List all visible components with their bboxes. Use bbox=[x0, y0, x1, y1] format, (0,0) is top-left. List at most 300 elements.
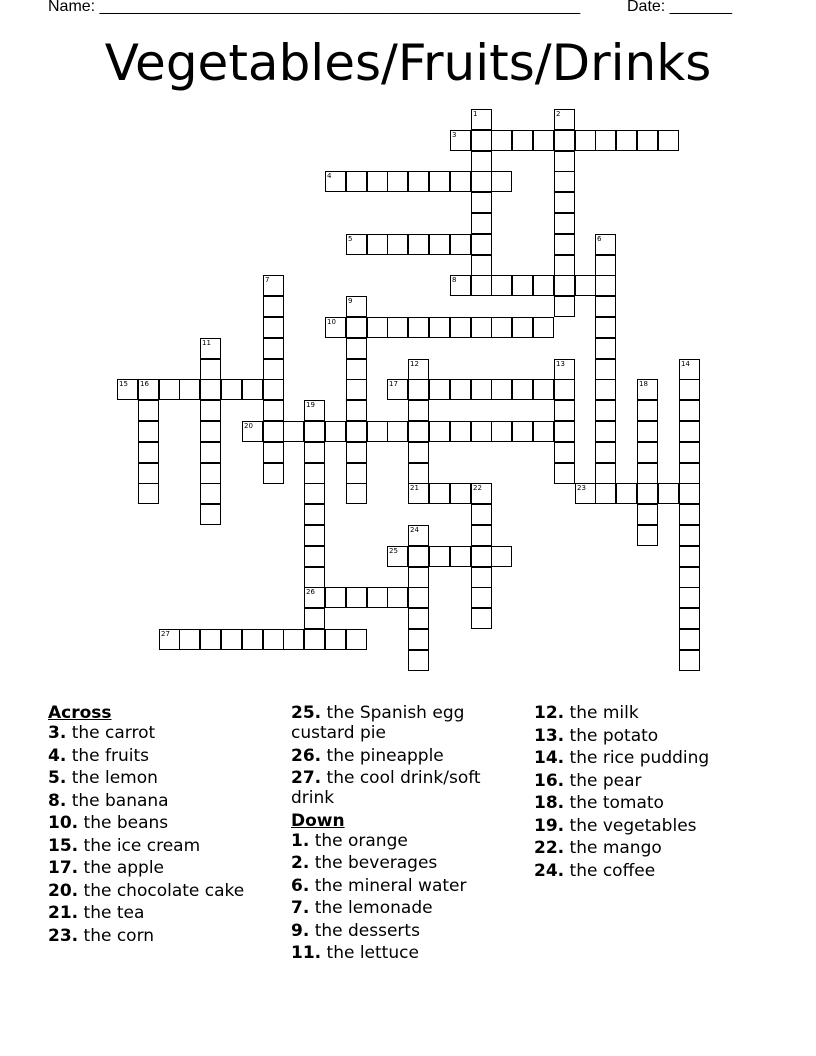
grid-cell[interactable] bbox=[595, 463, 616, 484]
cell-number: 22 bbox=[473, 484, 482, 492]
grid-cell[interactable] bbox=[658, 130, 679, 151]
grid-cell[interactable] bbox=[387, 171, 408, 192]
grid-cell[interactable] bbox=[263, 379, 284, 400]
clue-number: 23. bbox=[48, 925, 79, 946]
grid-cell[interactable] bbox=[491, 275, 512, 296]
grid-cell[interactable] bbox=[346, 171, 367, 192]
cell-number: 11 bbox=[202, 339, 211, 347]
grid-cell[interactable] bbox=[387, 317, 408, 338]
grid-cell[interactable] bbox=[512, 379, 533, 400]
grid-cell[interactable] bbox=[117, 379, 138, 400]
grid-cell[interactable] bbox=[304, 400, 325, 421]
grid-cell[interactable] bbox=[408, 400, 429, 421]
grid-cell[interactable] bbox=[512, 130, 533, 151]
grid-cell[interactable] bbox=[367, 587, 388, 608]
grid-cell[interactable] bbox=[679, 608, 700, 629]
cell-number: 4 bbox=[327, 172, 332, 180]
clue-item bbox=[48, 926, 283, 946]
grid-cell[interactable] bbox=[263, 338, 284, 359]
page-title: Vegetables/Fruits/Drinks bbox=[104, 34, 712, 92]
grid-cell[interactable] bbox=[554, 255, 575, 276]
clue-column-3 bbox=[534, 703, 769, 883]
clue-text: the pineapple bbox=[321, 745, 444, 766]
clue-number: 7. bbox=[291, 898, 310, 918]
clue-number: 26. bbox=[291, 745, 322, 766]
grid-cell[interactable] bbox=[138, 463, 159, 484]
grid-cell[interactable] bbox=[450, 171, 471, 192]
clue-number: 8. bbox=[48, 790, 67, 811]
clue-number: 5. bbox=[48, 768, 67, 788]
clue-item bbox=[48, 903, 283, 923]
grid-cell[interactable] bbox=[429, 317, 450, 338]
grid-cell[interactable] bbox=[491, 421, 512, 442]
grid-cell[interactable] bbox=[200, 421, 221, 442]
clue-number: 20. bbox=[48, 880, 79, 901]
clue-item bbox=[534, 726, 769, 746]
clue-text: the cool drink/soft drink bbox=[291, 768, 481, 808]
clue-item bbox=[48, 858, 283, 878]
grid-cell[interactable] bbox=[387, 546, 408, 567]
grid-cell[interactable] bbox=[637, 379, 658, 400]
cell-number: 9 bbox=[348, 297, 353, 305]
grid-cell[interactable] bbox=[637, 130, 658, 151]
grid-cell[interactable] bbox=[221, 379, 242, 400]
grid-cell[interactable] bbox=[554, 234, 575, 255]
grid-cell[interactable] bbox=[512, 275, 533, 296]
grid-cell[interactable] bbox=[346, 317, 367, 338]
grid-cell[interactable] bbox=[450, 421, 471, 442]
grid-cell[interactable] bbox=[491, 317, 512, 338]
grid-cell[interactable] bbox=[408, 359, 429, 380]
clue-text: the coffee bbox=[564, 860, 656, 881]
grid-cell[interactable] bbox=[367, 234, 388, 255]
grid-cell[interactable] bbox=[471, 608, 492, 629]
grid-cell[interactable] bbox=[325, 587, 346, 608]
clue-number: 13. bbox=[534, 725, 565, 746]
clue-text: the mango bbox=[564, 838, 662, 858]
cell-number: 24 bbox=[410, 526, 419, 534]
grid-cell[interactable] bbox=[325, 629, 346, 650]
grid-cell[interactable] bbox=[408, 379, 429, 400]
grid-cell[interactable] bbox=[387, 587, 408, 608]
grid-cell[interactable] bbox=[200, 483, 221, 504]
grid-cell[interactable] bbox=[387, 234, 408, 255]
grid-cell[interactable] bbox=[283, 629, 304, 650]
grid-cell[interactable] bbox=[491, 546, 512, 567]
grid-cell[interactable] bbox=[679, 359, 700, 380]
cell-number: 5 bbox=[348, 235, 353, 243]
grid-cell[interactable] bbox=[200, 442, 221, 463]
cell-number: 25 bbox=[389, 547, 398, 555]
grid-cell[interactable] bbox=[471, 192, 492, 213]
grid-cell[interactable] bbox=[595, 130, 616, 151]
grid-cell[interactable] bbox=[595, 317, 616, 338]
grid-cell[interactable] bbox=[450, 130, 471, 151]
grid-cell[interactable] bbox=[595, 255, 616, 276]
grid-cell[interactable] bbox=[325, 171, 346, 192]
grid-cell[interactable] bbox=[450, 546, 471, 567]
grid-cell[interactable] bbox=[408, 463, 429, 484]
grid-cell[interactable] bbox=[242, 629, 263, 650]
clue-text: the lemonade bbox=[309, 898, 433, 918]
cell-number: 23 bbox=[577, 484, 586, 492]
grid-cell[interactable] bbox=[450, 317, 471, 338]
grid-cell[interactable] bbox=[575, 275, 596, 296]
grid-cell[interactable] bbox=[242, 379, 263, 400]
clue-number: 4. bbox=[48, 745, 67, 766]
grid-cell[interactable] bbox=[408, 567, 429, 588]
grid-cell[interactable] bbox=[491, 171, 512, 192]
grid-cell[interactable] bbox=[408, 546, 429, 567]
grid-cell[interactable] bbox=[429, 483, 450, 504]
grid-cell[interactable] bbox=[554, 463, 575, 484]
grid-cell[interactable] bbox=[679, 629, 700, 650]
grid-cell[interactable] bbox=[346, 296, 367, 317]
grid-cell[interactable] bbox=[325, 421, 346, 442]
grid-cell[interactable] bbox=[325, 317, 346, 338]
grid-cell[interactable] bbox=[595, 442, 616, 463]
grid-cell[interactable] bbox=[387, 379, 408, 400]
clue-number: 11. bbox=[291, 943, 322, 963]
grid-cell[interactable] bbox=[304, 567, 325, 588]
clue-item bbox=[48, 813, 283, 833]
grid-cell[interactable] bbox=[346, 400, 367, 421]
grid-cell[interactable] bbox=[200, 629, 221, 650]
clue-number: 22. bbox=[534, 838, 565, 858]
grid-cell[interactable] bbox=[595, 275, 616, 296]
clue-item bbox=[534, 838, 769, 858]
grid-cell[interactable] bbox=[471, 567, 492, 588]
grid-cell[interactable] bbox=[471, 234, 492, 255]
grid-cell[interactable] bbox=[263, 317, 284, 338]
grid-cell[interactable] bbox=[679, 463, 700, 484]
clue-number: 17. bbox=[48, 858, 79, 878]
grid-cell[interactable] bbox=[408, 525, 429, 546]
clue-number: 2. bbox=[291, 853, 310, 873]
clue-column-2 bbox=[291, 703, 526, 966]
grid-cell[interactable] bbox=[533, 379, 554, 400]
clue-item bbox=[291, 853, 526, 873]
grid-cell[interactable] bbox=[429, 546, 450, 567]
clue-item bbox=[48, 836, 283, 856]
grid-cell[interactable] bbox=[554, 109, 575, 130]
clue-number: 24. bbox=[534, 860, 565, 881]
grid-cell[interactable] bbox=[679, 442, 700, 463]
grid-cell[interactable] bbox=[595, 379, 616, 400]
clue-item bbox=[48, 881, 283, 901]
grid-cell[interactable] bbox=[679, 567, 700, 588]
clue-item bbox=[534, 861, 769, 881]
grid-cell[interactable] bbox=[471, 546, 492, 567]
grid-cell[interactable] bbox=[471, 504, 492, 525]
grid-cell[interactable] bbox=[304, 442, 325, 463]
grid-cell[interactable] bbox=[471, 255, 492, 276]
grid-cell[interactable] bbox=[595, 400, 616, 421]
grid-cell[interactable] bbox=[512, 317, 533, 338]
grid-cell[interactable] bbox=[263, 400, 284, 421]
grid-cell[interactable] bbox=[429, 421, 450, 442]
clue-number: 19. bbox=[534, 815, 565, 836]
grid-cell[interactable] bbox=[679, 525, 700, 546]
grid-cell[interactable] bbox=[304, 504, 325, 525]
grid-cell[interactable] bbox=[263, 442, 284, 463]
clue-text: the lemon bbox=[66, 768, 158, 788]
grid-cell[interactable] bbox=[450, 483, 471, 504]
grid-cell[interactable] bbox=[138, 421, 159, 442]
grid-cell[interactable] bbox=[554, 192, 575, 213]
grid-cell[interactable] bbox=[575, 130, 596, 151]
grid-cell[interactable] bbox=[471, 587, 492, 608]
clue-text: the fruits bbox=[66, 745, 149, 766]
grid-cell[interactable] bbox=[491, 130, 512, 151]
grid-cell[interactable] bbox=[679, 546, 700, 567]
clue-text: the Spanish egg custard pie bbox=[291, 703, 465, 743]
grid-cell[interactable] bbox=[263, 463, 284, 484]
clue-text: the vegetables bbox=[564, 815, 697, 836]
grid-cell[interactable] bbox=[179, 629, 200, 650]
grid-cell[interactable] bbox=[200, 359, 221, 380]
grid-cell[interactable] bbox=[471, 525, 492, 546]
clue-number: 3. bbox=[48, 723, 67, 743]
grid-cell[interactable] bbox=[554, 275, 575, 296]
grid-cell[interactable] bbox=[679, 504, 700, 525]
grid-cell[interactable] bbox=[408, 650, 429, 671]
grid-cell[interactable] bbox=[554, 296, 575, 317]
clue-item bbox=[291, 921, 526, 941]
clue-text: the rice pudding bbox=[564, 748, 710, 768]
grid-cell[interactable] bbox=[637, 421, 658, 442]
grid-cell[interactable] bbox=[159, 629, 180, 650]
grid-cell[interactable] bbox=[346, 379, 367, 400]
grid-cell[interactable] bbox=[346, 442, 367, 463]
cell-number: 17 bbox=[389, 380, 398, 388]
grid-cell[interactable] bbox=[138, 442, 159, 463]
clue-item bbox=[48, 723, 283, 743]
grid-cell[interactable] bbox=[616, 483, 637, 504]
clue-item bbox=[534, 703, 769, 723]
grid-cell[interactable] bbox=[408, 421, 429, 442]
grid-cell[interactable] bbox=[533, 317, 554, 338]
clue-text: the lettuce bbox=[321, 943, 419, 963]
grid-cell[interactable] bbox=[346, 629, 367, 650]
grid-cell[interactable] bbox=[679, 483, 700, 504]
grid-cell[interactable] bbox=[533, 421, 554, 442]
grid-cell[interactable] bbox=[367, 171, 388, 192]
grid-cell[interactable] bbox=[533, 275, 554, 296]
grid-cell[interactable] bbox=[200, 400, 221, 421]
grid-cell[interactable] bbox=[408, 317, 429, 338]
grid-cell[interactable] bbox=[304, 587, 325, 608]
grid-cell[interactable] bbox=[408, 629, 429, 650]
clue-text: the chocolate cake bbox=[78, 880, 245, 901]
clue-item bbox=[291, 746, 526, 766]
grid-cell[interactable] bbox=[575, 483, 596, 504]
grid-cell[interactable] bbox=[179, 379, 200, 400]
grid-cell[interactable] bbox=[263, 275, 284, 296]
grid-cell[interactable] bbox=[304, 525, 325, 546]
clue-item bbox=[48, 791, 283, 811]
grid-cell[interactable] bbox=[429, 379, 450, 400]
grid-cell[interactable] bbox=[408, 608, 429, 629]
grid-cell[interactable] bbox=[679, 400, 700, 421]
clue-number: 18. bbox=[534, 793, 565, 813]
grid-cell[interactable] bbox=[471, 130, 492, 151]
grid-cell[interactable] bbox=[450, 379, 471, 400]
clue-section-heading: Down bbox=[291, 810, 345, 831]
date-field-label: Date: _______ bbox=[627, 0, 732, 15]
grid-cell[interactable] bbox=[554, 213, 575, 234]
grid-cell[interactable] bbox=[595, 483, 616, 504]
clue-text: the potato bbox=[564, 725, 659, 746]
grid-cell[interactable] bbox=[429, 171, 450, 192]
clue-text: the desserts bbox=[309, 920, 420, 941]
grid-cell[interactable] bbox=[471, 213, 492, 234]
clue-item bbox=[291, 898, 526, 918]
grid-cell[interactable] bbox=[367, 317, 388, 338]
clue-text: the tea bbox=[78, 903, 145, 923]
grid-cell[interactable] bbox=[304, 546, 325, 567]
cell-number: 15 bbox=[119, 380, 128, 388]
cell-number: 2 bbox=[556, 110, 561, 118]
grid-cell[interactable] bbox=[304, 629, 325, 650]
grid-cell[interactable] bbox=[679, 587, 700, 608]
grid-cell[interactable] bbox=[679, 650, 700, 671]
grid-cell[interactable] bbox=[263, 359, 284, 380]
grid-cell[interactable] bbox=[346, 463, 367, 484]
cell-number: 19 bbox=[306, 401, 315, 409]
clue-number: 1. bbox=[291, 830, 310, 851]
grid-cell[interactable] bbox=[595, 234, 616, 255]
grid-cell[interactable] bbox=[637, 463, 658, 484]
grid-cell[interactable] bbox=[471, 421, 492, 442]
grid-cell[interactable] bbox=[471, 109, 492, 130]
clue-text: the tomato bbox=[564, 793, 664, 813]
grid-cell[interactable] bbox=[554, 359, 575, 380]
grid-cell[interactable] bbox=[471, 317, 492, 338]
grid-cell[interactable] bbox=[679, 421, 700, 442]
clue-text: the carrot bbox=[66, 723, 156, 743]
grid-cell[interactable] bbox=[491, 379, 512, 400]
grid-cell[interactable] bbox=[637, 442, 658, 463]
grid-cell[interactable] bbox=[637, 483, 658, 504]
clue-item bbox=[291, 831, 526, 851]
grid-cell[interactable] bbox=[346, 483, 367, 504]
grid-cell[interactable] bbox=[554, 151, 575, 172]
grid-cell[interactable] bbox=[533, 130, 554, 151]
grid-cell[interactable] bbox=[637, 504, 658, 525]
clue-number: 21. bbox=[48, 903, 79, 923]
clue-text: the apple bbox=[78, 858, 165, 878]
clue-text: the ice cream bbox=[78, 835, 201, 856]
grid-cell[interactable] bbox=[242, 421, 263, 442]
clue-item bbox=[291, 876, 526, 896]
clue-number: 12. bbox=[534, 703, 565, 723]
grid-cell[interactable] bbox=[658, 483, 679, 504]
grid-cell[interactable] bbox=[221, 629, 242, 650]
cell-number: 18 bbox=[639, 380, 648, 388]
grid-cell[interactable] bbox=[471, 275, 492, 296]
clue-item bbox=[48, 746, 283, 766]
grid-cell[interactable] bbox=[159, 379, 180, 400]
grid-cell[interactable] bbox=[408, 234, 429, 255]
grid-cell[interactable] bbox=[263, 421, 284, 442]
grid-cell[interactable] bbox=[595, 359, 616, 380]
grid-cell[interactable] bbox=[450, 234, 471, 255]
grid-cell[interactable] bbox=[346, 338, 367, 359]
grid-cell[interactable] bbox=[408, 171, 429, 192]
grid-cell[interactable] bbox=[263, 296, 284, 317]
grid-cell[interactable] bbox=[512, 421, 533, 442]
grid-cell[interactable] bbox=[408, 587, 429, 608]
grid-cell[interactable] bbox=[595, 338, 616, 359]
grid-cell[interactable] bbox=[200, 463, 221, 484]
grid-cell[interactable] bbox=[471, 151, 492, 172]
grid-cell[interactable] bbox=[346, 359, 367, 380]
grid-cell[interactable] bbox=[346, 421, 367, 442]
grid-cell[interactable] bbox=[304, 421, 325, 442]
grid-cell[interactable] bbox=[283, 421, 304, 442]
grid-cell[interactable] bbox=[595, 296, 616, 317]
grid-cell[interactable] bbox=[346, 234, 367, 255]
grid-cell[interactable] bbox=[304, 608, 325, 629]
grid-cell[interactable] bbox=[138, 379, 159, 400]
grid-cell[interactable] bbox=[304, 463, 325, 484]
grid-cell[interactable] bbox=[637, 400, 658, 421]
clue-item bbox=[291, 703, 526, 743]
grid-cell[interactable] bbox=[471, 171, 492, 192]
grid-cell[interactable] bbox=[637, 525, 658, 546]
cell-number: 27 bbox=[161, 630, 170, 638]
grid-cell[interactable] bbox=[471, 379, 492, 400]
grid-cell[interactable] bbox=[554, 130, 575, 151]
grid-cell[interactable] bbox=[554, 400, 575, 421]
clue-number: 25. bbox=[291, 703, 322, 723]
cell-number: 21 bbox=[410, 484, 419, 492]
grid-cell[interactable] bbox=[429, 234, 450, 255]
grid-cell[interactable] bbox=[200, 379, 221, 400]
grid-cell[interactable] bbox=[595, 421, 616, 442]
name-field-label: Name: ______________________________________________________ bbox=[48, 0, 581, 15]
grid-cell[interactable] bbox=[471, 483, 492, 504]
grid-cell[interactable] bbox=[679, 379, 700, 400]
grid-cell[interactable] bbox=[554, 379, 575, 400]
cell-number: 7 bbox=[265, 276, 270, 284]
grid-cell[interactable] bbox=[200, 504, 221, 525]
clue-item bbox=[534, 793, 769, 813]
grid-cell[interactable] bbox=[304, 483, 325, 504]
grid-cell[interactable] bbox=[554, 171, 575, 192]
grid-cell[interactable] bbox=[346, 587, 367, 608]
grid-cell[interactable] bbox=[450, 275, 471, 296]
clue-number: 6. bbox=[291, 875, 310, 896]
grid-cell[interactable] bbox=[263, 629, 284, 650]
grid-cell[interactable] bbox=[387, 421, 408, 442]
cell-number: 1 bbox=[473, 110, 478, 118]
grid-cell[interactable] bbox=[408, 483, 429, 504]
grid-cell[interactable] bbox=[554, 442, 575, 463]
clue-item bbox=[291, 768, 526, 808]
grid-cell[interactable] bbox=[616, 130, 637, 151]
grid-cell[interactable] bbox=[138, 483, 159, 504]
grid-cell[interactable] bbox=[138, 400, 159, 421]
cell-number: 14 bbox=[681, 360, 690, 368]
grid-cell[interactable] bbox=[200, 338, 221, 359]
grid-cell[interactable] bbox=[554, 421, 575, 442]
clue-item bbox=[534, 771, 769, 791]
grid-cell[interactable] bbox=[367, 421, 388, 442]
clue-number: 16. bbox=[534, 770, 565, 791]
grid-cell[interactable] bbox=[408, 442, 429, 463]
